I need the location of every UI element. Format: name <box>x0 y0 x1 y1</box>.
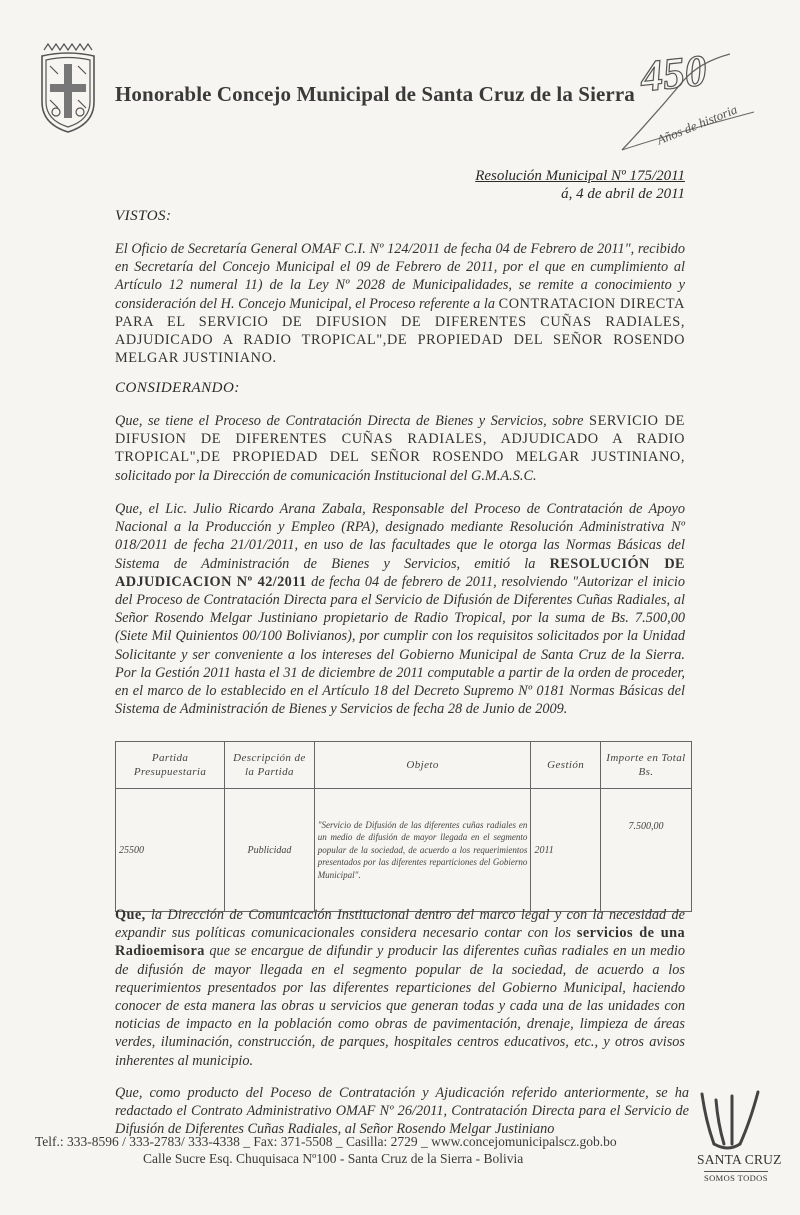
considerando-1-text-b: solicitado por la Dirección de comunicación Institucional del G.M.A.S.C. <box>115 467 537 484</box>
footer-contact: Telf.: 333-8596 / 333-2783/ 333-4338 _ Fax: 371-5508 _ Casilla: 2729 _ www.concejomunicipalscz.gob.bo <box>35 1134 617 1149</box>
santa-cruz-logo-slogan: SOMOS TODOS <box>704 1173 768 1183</box>
resolution-number: Resolución Municipal Nº 175/2011 <box>475 168 685 184</box>
paragraph-4-text: Que, como producto del Poceso de Contratación y Ajudicación referido anteriormente, se ha redactado el Contrato Administrativo OMAF Nº 26/2011, Contratación Directa para el Servicio de Difusión de Diferentes Cuñas Radiales, al Señor Rosendo Melgar Justiniano <box>115 1085 689 1138</box>
santa-cruz-logo-name: SANTA CRUZ <box>697 1152 782 1167</box>
considerando-2-text-b: de fecha 04 de febrero de 2011, resolviendo "Autorizar el inicio del Proceso de Contratación Directa para el Servicio de Difusión de Diferentes Cuñas Radiales, al Señor Rosendo Melgar Justiniano propietario de Radio Tropical, por la suma de Bs. 7.500,00 (Siete Mil Quinientos 00/100 Bolivianos), por cumplir con los requisitos solicitados por la Unidad Solicitante y ser conveniente a los intereses del Gobierno Municipal de Santa Cruz de la Sierra. Por la Gestión 2011 hasta el 31 de diciembre de 2011 computable a partir de la orden de proceder, en el marco de lo establecido en el Artículo 18 del Decreto Supremo Nº 0181 Normas Básicas del Sistema de Administración de Bienes y Servicios de fecha 28 de Junio de 2009. <box>115 573 686 718</box>
cell-descripcion: Publicidad <box>225 789 315 912</box>
table-header-row <box>116 742 692 789</box>
cell-partida: 25500 <box>116 789 225 912</box>
footer-address: Calle Sucre Esq. Chuquisaca Nº100 - Santa Cruz de la Sierra - Bolivia <box>143 1151 524 1166</box>
adjudicacion-resolution-ref: RESOLUCIÓN DE ADJUDICACION Nº 42/2011 <box>115 555 685 590</box>
considerando-2-text-a: Que, el Lic. Julio Ricardo Arana Zabala, Responsable del Proceso de Contratación de Apoyo Nacional a la Producción y Empleo (RPA), designado mediante Resolución Administrativa Nº 018/2011 de fecha 21/01/2011, en uso de las facultades que le otorga las Normas Básicas del Sistema de Administración de Bienes y Servicios, emitió la <box>115 501 685 572</box>
header-descripcion: Descripción de la Partida <box>225 742 315 789</box>
paragraph-4 <box>115 1084 689 1139</box>
considerando-paragraph-1 <box>115 412 685 485</box>
anniversary-text: Años de historia <box>654 101 740 148</box>
cell-objeto: "Servicio de Difusión de las diferentes cuñas radiales en un medio de difusión de mayor llegada en el segmento popular de la sociedad, de acuerdo a los requerimientos presentados por las diferentes reparticiones del Gobierno Municipal". <box>314 789 531 912</box>
vistos-text: El Oficio de Secretaría General OMAF C.I. Nº 124/2011 de fecha 04 de Febrero de 2011", recibido en Secretaría del Concejo Municipal el 09 de Febrero de 2011, por el que en cumplimiento al Artículo 12 numeral 11) de la Ley Nº 2028 de Municipalidades, se remite a conocimiento y consideración del H. Concejo Municipal, el Proceso referente a la <box>115 241 685 312</box>
vistos-paragraph <box>115 240 685 367</box>
paragraph-3 <box>115 906 685 1070</box>
cell-importe: 7.500,00 <box>600 789 691 912</box>
considerando-1-text-a: Que, se tiene el Proceso de Contratación Directa de Bienes y Servicios, sobre <box>115 413 584 429</box>
anniversary-logo-icon <box>614 46 764 156</box>
paragraph-3-text-b: que se encargue de difundir y producir las diferentes cuñas radiales en un medio de difusión de mayor llegada en el segmento popular de la sociedad, de acuerdo a los requerimientos presentados por las diferentes reparticiones del Gobierno Municipal, haciendo conocer de esta manera las obras u servicios que generan todas y cada una de las unidades con noticias de impacto en la población como obras de pavimentación, drenaje, limpieza de áreas verdes, iluminación, construcción, de parques, hospitales centros educativos, etc., y otros avisos inherentes al municipio. <box>115 943 685 1069</box>
coat-of-arms-icon <box>36 40 100 136</box>
considerando-paragraph-2 <box>115 500 685 718</box>
considerando-heading: CONSIDERANDO: <box>115 380 240 396</box>
council-name: Honorable Concejo Municipal de Santa Cruz de la Sierra <box>115 82 635 106</box>
paragraph-3-que: Que, <box>115 907 146 923</box>
vistos-heading: VISTOS: <box>115 208 172 224</box>
cell-gestion: 2011 <box>531 789 600 912</box>
header-gestion: Gestión <box>531 742 600 789</box>
paragraph-3-bold: servicios de una Radioemisora <box>115 925 685 960</box>
budget-table <box>115 741 692 912</box>
considerando-1-caps: SERVICIO DE DIFUSION DE DIFERENTES CUÑAS RADIALES, ADJUDICADO A RADIO TROPICAL",DE PROPIEDAD DEL SEÑOR ROSENDO MELGAR JUSTINIANO, <box>115 413 686 466</box>
header-importe: Importe en Total Bs. <box>600 742 691 789</box>
header-objeto: Objeto <box>314 742 531 789</box>
paragraph-3-text-a: la Dirección de Comunicación Institucional dentro del marco legal y con la necesidad de expandir sus políticas comunicacionales considera necesario contar con los <box>115 907 686 942</box>
vistos-caps-text: CONTRATACION DIRECTA PARA EL SERVICIO DE DIFUSION DE DIFERENTES CUÑAS RADIALES, ADJUDICADO A RADIO TROPICAL",DE PROPIEDAD DEL SEÑOR ROSENDO MELGAR JUSTINIANO. <box>115 295 685 367</box>
header-partida: Partida Presupuestaria <box>116 742 225 789</box>
resolution-date: á, 4 de abril de 2011 <box>561 186 685 202</box>
table-row <box>116 789 692 912</box>
anniversary-number: 450 <box>638 46 710 102</box>
